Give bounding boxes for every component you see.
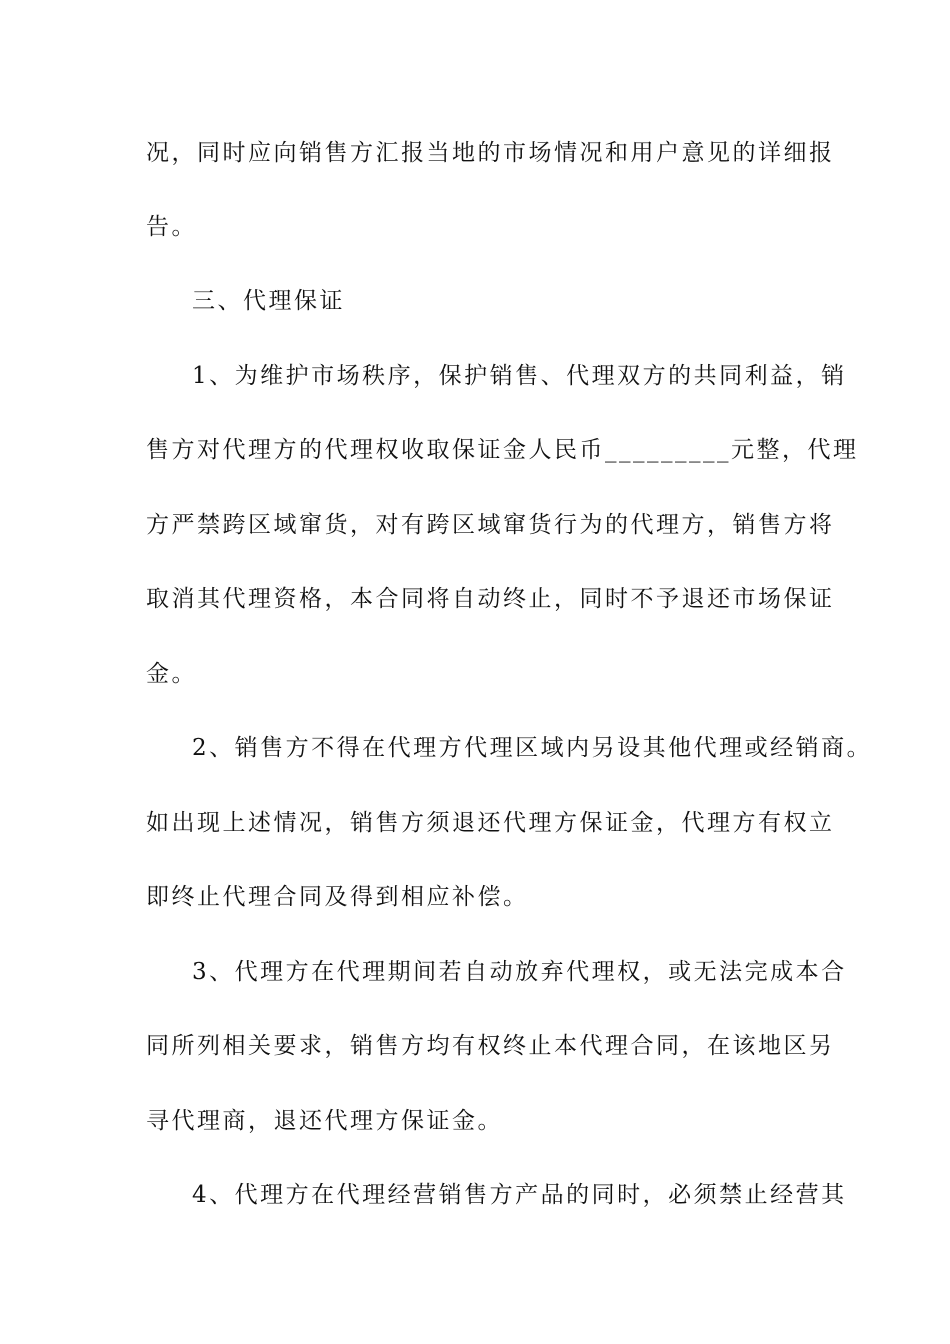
paragraph-line: 方严禁跨区域窜货，对有跨区域窜货行为的代理方，销售方将 [146, 512, 835, 538]
paragraph-line: 金。 [146, 661, 197, 687]
paragraph-line: 况，同时应向销售方汇报当地的市场情况和用户意见的详细报 [146, 140, 835, 166]
paragraph-line: 1、为维护市场秩序，保护销售、代理双方的共同利益，销 [192, 363, 847, 389]
paragraph-line: 取消其代理资格，本合同将自动终止，同时不予退还市场保证 [146, 586, 835, 612]
paragraph-line: 3、代理方在代理期间若自动放弃代理权，或无法完成本合 [192, 959, 847, 985]
paragraph-line: 如出现上述情况，销售方须退还代理方保证金，代理方有权立 [146, 810, 835, 836]
section-heading: 三、代理保证 [192, 288, 345, 314]
paragraph-line: 售方对代理方的代理权收取保证金人民币_________元整，代理 [146, 437, 859, 463]
paragraph-line: 同所列相关要求，销售方均有权终止本代理合同，在该地区另 [146, 1033, 835, 1059]
paragraph-line: 2、销售方不得在代理方代理区域内另设其他代理或经销商。 [192, 735, 873, 761]
paragraph-line: 寻代理商，退还代理方保证金。 [146, 1108, 503, 1134]
paragraph-line: 即终止代理合同及得到相应补偿。 [146, 884, 529, 910]
paragraph-line: 告。 [146, 214, 197, 240]
paragraph-line: 4、代理方在代理经营销售方产品的同时，必须禁止经营其 [192, 1182, 847, 1208]
